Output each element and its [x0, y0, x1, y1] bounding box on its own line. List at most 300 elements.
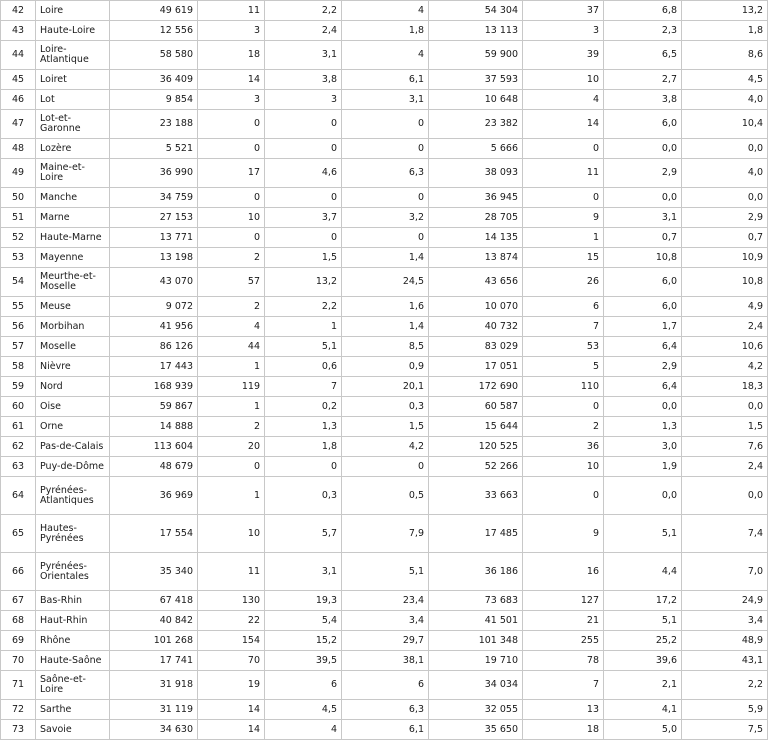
department-code: 44: [1, 41, 36, 70]
department-code: 52: [1, 228, 36, 248]
department-code: 64: [1, 477, 36, 515]
cell-col-7: 5,1: [604, 611, 682, 631]
table-row: [1, 611, 768, 631]
cell-col-8: 7,6: [682, 437, 768, 457]
department-code: 43: [1, 21, 36, 41]
cell-col-5: 37 593: [429, 70, 523, 90]
cell-col-2: 130: [198, 591, 265, 611]
department-code: 55: [1, 297, 36, 317]
cell-col-2: 20: [198, 437, 265, 457]
table-row: [1, 297, 768, 317]
department-name: Lot-et- Garonne: [36, 110, 110, 139]
cell-col-3: 0: [265, 139, 342, 159]
cell-col-8: 2,9: [682, 208, 768, 228]
department-name: Loiret: [36, 70, 110, 90]
cell-col-3: 2,4: [265, 21, 342, 41]
department-name: Marne: [36, 208, 110, 228]
cell-col-1: 36 409: [110, 70, 198, 90]
cell-col-3: 5,1: [265, 337, 342, 357]
department-name: Pyrénées- Orientales: [36, 553, 110, 591]
department-name: Haute-Saône: [36, 651, 110, 671]
cell-col-4: 3,4: [342, 611, 429, 631]
cell-col-8: 10,9: [682, 248, 768, 268]
cell-col-2: 2: [198, 248, 265, 268]
cell-col-3: 3: [265, 90, 342, 110]
cell-col-8: 24,9: [682, 591, 768, 611]
cell-col-2: 4: [198, 317, 265, 337]
cell-col-4: 0: [342, 188, 429, 208]
cell-col-1: 17 443: [110, 357, 198, 377]
department-name: Moselle: [36, 337, 110, 357]
cell-col-8: 0,0: [682, 477, 768, 515]
cell-col-8: 4,5: [682, 70, 768, 90]
cell-col-8: 1,8: [682, 21, 768, 41]
cell-col-8: 7,5: [682, 720, 768, 740]
cell-col-4: 4: [342, 41, 429, 70]
cell-col-1: 31 918: [110, 671, 198, 700]
cell-col-7: 3,8: [604, 90, 682, 110]
table-row: [1, 377, 768, 397]
cell-col-2: 0: [198, 188, 265, 208]
table-row: [1, 397, 768, 417]
cell-col-7: 3,1: [604, 208, 682, 228]
cell-col-3: 0,3: [265, 477, 342, 515]
cell-col-3: 1,3: [265, 417, 342, 437]
cell-col-7: 1,7: [604, 317, 682, 337]
department-name: Nièvre: [36, 357, 110, 377]
table-row: [1, 268, 768, 297]
cell-col-5: 14 135: [429, 228, 523, 248]
cell-col-1: 14 888: [110, 417, 198, 437]
cell-col-2: 119: [198, 377, 265, 397]
cell-col-5: 101 348: [429, 631, 523, 651]
department-name: Bas-Rhin: [36, 591, 110, 611]
table-row: [1, 457, 768, 477]
table-body: [1, 1, 768, 740]
department-name: Morbihan: [36, 317, 110, 337]
department-code: 50: [1, 188, 36, 208]
cell-col-2: 44: [198, 337, 265, 357]
cell-col-3: 0,6: [265, 357, 342, 377]
cell-col-3: 4: [265, 720, 342, 740]
cell-col-8: 0,0: [682, 188, 768, 208]
cell-col-6: 21: [523, 611, 604, 631]
cell-col-8: 10,8: [682, 268, 768, 297]
cell-col-1: 36 969: [110, 477, 198, 515]
cell-col-4: 6,1: [342, 70, 429, 90]
department-code: 48: [1, 139, 36, 159]
cell-col-8: 7,4: [682, 515, 768, 553]
cell-col-1: 34 630: [110, 720, 198, 740]
table-row: [1, 515, 768, 553]
cell-col-6: 26: [523, 268, 604, 297]
department-code: 73: [1, 720, 36, 740]
cell-col-5: 73 683: [429, 591, 523, 611]
cell-col-1: 43 070: [110, 268, 198, 297]
cell-col-2: 0: [198, 228, 265, 248]
cell-col-1: 35 340: [110, 553, 198, 591]
cell-col-2: 11: [198, 553, 265, 591]
table-row: [1, 41, 768, 70]
cell-col-5: 172 690: [429, 377, 523, 397]
cell-col-1: 17 554: [110, 515, 198, 553]
cell-col-3: 1: [265, 317, 342, 337]
cell-col-5: 52 266: [429, 457, 523, 477]
cell-col-1: 86 126: [110, 337, 198, 357]
cell-col-7: 0,0: [604, 397, 682, 417]
cell-col-4: 0,5: [342, 477, 429, 515]
cell-col-8: 8,6: [682, 41, 768, 70]
department-code: 51: [1, 208, 36, 228]
cell-col-1: 23 188: [110, 110, 198, 139]
cell-col-6: 16: [523, 553, 604, 591]
department-name: Puy-de-Dôme: [36, 457, 110, 477]
cell-col-1: 67 418: [110, 591, 198, 611]
cell-col-4: 38,1: [342, 651, 429, 671]
cell-col-1: 41 956: [110, 317, 198, 337]
cell-col-2: 154: [198, 631, 265, 651]
cell-col-4: 8,5: [342, 337, 429, 357]
cell-col-1: 58 580: [110, 41, 198, 70]
cell-col-1: 13 771: [110, 228, 198, 248]
cell-col-6: 53: [523, 337, 604, 357]
cell-col-8: 7,0: [682, 553, 768, 591]
cell-col-5: 40 732: [429, 317, 523, 337]
cell-col-5: 120 525: [429, 437, 523, 457]
cell-col-1: 12 556: [110, 21, 198, 41]
cell-col-3: 0: [265, 110, 342, 139]
cell-col-3: 3,1: [265, 41, 342, 70]
table-row: [1, 208, 768, 228]
table-row: [1, 110, 768, 139]
table-row: [1, 357, 768, 377]
table-row: [1, 248, 768, 268]
cell-col-6: 3: [523, 21, 604, 41]
cell-col-4: 0: [342, 110, 429, 139]
department-code: 72: [1, 700, 36, 720]
table-row: [1, 651, 768, 671]
cell-col-6: 7: [523, 671, 604, 700]
cell-col-4: 29,7: [342, 631, 429, 651]
cell-col-6: 0: [523, 397, 604, 417]
cell-col-7: 0,7: [604, 228, 682, 248]
table-row: [1, 417, 768, 437]
department-code: 46: [1, 90, 36, 110]
cell-col-4: 0: [342, 139, 429, 159]
cell-col-3: 6: [265, 671, 342, 700]
cell-col-3: 3,1: [265, 553, 342, 591]
cell-col-1: 34 759: [110, 188, 198, 208]
cell-col-7: 1,9: [604, 457, 682, 477]
cell-col-7: 2,9: [604, 159, 682, 188]
cell-col-2: 11: [198, 1, 265, 21]
cell-col-3: 0: [265, 228, 342, 248]
cell-col-6: 10: [523, 457, 604, 477]
department-code: 45: [1, 70, 36, 90]
cell-col-8: 48,9: [682, 631, 768, 651]
cell-col-1: 17 741: [110, 651, 198, 671]
cell-col-8: 18,3: [682, 377, 768, 397]
cell-col-7: 10,8: [604, 248, 682, 268]
table-row: [1, 437, 768, 457]
cell-col-8: 4,9: [682, 297, 768, 317]
cell-col-2: 14: [198, 700, 265, 720]
cell-col-2: 1: [198, 397, 265, 417]
cell-col-4: 6: [342, 671, 429, 700]
cell-col-3: 0: [265, 188, 342, 208]
table-row: [1, 477, 768, 515]
cell-col-4: 24,5: [342, 268, 429, 297]
cell-col-6: 0: [523, 139, 604, 159]
cell-col-2: 2: [198, 417, 265, 437]
cell-col-6: 127: [523, 591, 604, 611]
cell-col-4: 23,4: [342, 591, 429, 611]
cell-col-7: 6,0: [604, 110, 682, 139]
cell-col-2: 0: [198, 457, 265, 477]
cell-col-7: 2,1: [604, 671, 682, 700]
cell-col-6: 14: [523, 110, 604, 139]
department-code: 65: [1, 515, 36, 553]
cell-col-4: 1,5: [342, 417, 429, 437]
cell-col-4: 0: [342, 228, 429, 248]
table-row: [1, 553, 768, 591]
cell-col-6: 9: [523, 515, 604, 553]
cell-col-7: 4,1: [604, 700, 682, 720]
cell-col-8: 0,0: [682, 139, 768, 159]
cell-col-4: 7,9: [342, 515, 429, 553]
cell-col-4: 4: [342, 1, 429, 21]
cell-col-4: 3,1: [342, 90, 429, 110]
department-code: 56: [1, 317, 36, 337]
cell-col-6: 13: [523, 700, 604, 720]
cell-col-6: 0: [523, 477, 604, 515]
cell-col-8: 2,4: [682, 457, 768, 477]
cell-col-5: 34 034: [429, 671, 523, 700]
table-row: [1, 90, 768, 110]
department-name: Sarthe: [36, 700, 110, 720]
cell-col-7: 6,0: [604, 297, 682, 317]
cell-col-1: 36 990: [110, 159, 198, 188]
cell-col-1: 49 619: [110, 1, 198, 21]
cell-col-3: 5,4: [265, 611, 342, 631]
cell-col-7: 4,4: [604, 553, 682, 591]
cell-col-5: 23 382: [429, 110, 523, 139]
cell-col-5: 13 874: [429, 248, 523, 268]
department-name: Lozère: [36, 139, 110, 159]
cell-col-1: 27 153: [110, 208, 198, 228]
department-code: 66: [1, 553, 36, 591]
cell-col-4: 1,6: [342, 297, 429, 317]
cell-col-4: 6,3: [342, 159, 429, 188]
cell-col-1: 113 604: [110, 437, 198, 457]
cell-col-5: 83 029: [429, 337, 523, 357]
cell-col-8: 1,5: [682, 417, 768, 437]
table-row: [1, 70, 768, 90]
cell-col-4: 1,4: [342, 317, 429, 337]
cell-col-8: 10,4: [682, 110, 768, 139]
department-code: 49: [1, 159, 36, 188]
department-code: 42: [1, 1, 36, 21]
cell-col-2: 10: [198, 208, 265, 228]
cell-col-5: 33 663: [429, 477, 523, 515]
cell-col-5: 60 587: [429, 397, 523, 417]
cell-col-1: 9 072: [110, 297, 198, 317]
department-name: Nord: [36, 377, 110, 397]
cell-col-1: 13 198: [110, 248, 198, 268]
cell-col-7: 6,4: [604, 337, 682, 357]
cell-col-7: 5,1: [604, 515, 682, 553]
cell-col-1: 168 939: [110, 377, 198, 397]
cell-col-6: 39: [523, 41, 604, 70]
cell-col-4: 1,4: [342, 248, 429, 268]
cell-col-2: 57: [198, 268, 265, 297]
cell-col-1: 5 521: [110, 139, 198, 159]
cell-col-2: 14: [198, 70, 265, 90]
department-name: Lot: [36, 90, 110, 110]
table-row: [1, 21, 768, 41]
cell-col-8: 5,9: [682, 700, 768, 720]
table-row: [1, 671, 768, 700]
cell-col-4: 1,8: [342, 21, 429, 41]
cell-col-1: 9 854: [110, 90, 198, 110]
cell-col-7: 3,0: [604, 437, 682, 457]
cell-col-3: 2,2: [265, 1, 342, 21]
cell-col-3: 0: [265, 457, 342, 477]
cell-col-6: 6: [523, 297, 604, 317]
cell-col-5: 28 705: [429, 208, 523, 228]
cell-col-6: 9: [523, 208, 604, 228]
cell-col-5: 35 650: [429, 720, 523, 740]
table-row: [1, 631, 768, 651]
cell-col-4: 4,2: [342, 437, 429, 457]
table-row: [1, 700, 768, 720]
cell-col-7: 2,3: [604, 21, 682, 41]
department-name: Mayenne: [36, 248, 110, 268]
department-name: Loire: [36, 1, 110, 21]
cell-col-2: 0: [198, 110, 265, 139]
cell-col-1: 59 867: [110, 397, 198, 417]
cell-col-2: 3: [198, 21, 265, 41]
cell-col-5: 17 051: [429, 357, 523, 377]
cell-col-2: 18: [198, 41, 265, 70]
cell-col-8: 10,6: [682, 337, 768, 357]
table-row: [1, 720, 768, 740]
cell-col-5: 10 648: [429, 90, 523, 110]
department-code: 63: [1, 457, 36, 477]
cell-col-1: 48 679: [110, 457, 198, 477]
department-name: Oise: [36, 397, 110, 417]
cell-col-6: 7: [523, 317, 604, 337]
table-row: [1, 228, 768, 248]
department-code: 53: [1, 248, 36, 268]
cell-col-5: 41 501: [429, 611, 523, 631]
department-name: Meuse: [36, 297, 110, 317]
cell-col-5: 36 945: [429, 188, 523, 208]
department-code: 70: [1, 651, 36, 671]
cell-col-7: 17,2: [604, 591, 682, 611]
cell-col-7: 5,0: [604, 720, 682, 740]
department-name: Haut-Rhin: [36, 611, 110, 631]
cell-col-7: 25,2: [604, 631, 682, 651]
cell-col-8: 4,2: [682, 357, 768, 377]
cell-col-1: 101 268: [110, 631, 198, 651]
cell-col-7: 6,8: [604, 1, 682, 21]
cell-col-3: 3,8: [265, 70, 342, 90]
cell-col-8: 0,0: [682, 397, 768, 417]
cell-col-6: 78: [523, 651, 604, 671]
cell-col-3: 1,5: [265, 248, 342, 268]
cell-col-4: 0,9: [342, 357, 429, 377]
cell-col-3: 13,2: [265, 268, 342, 297]
cell-col-2: 2: [198, 297, 265, 317]
cell-col-3: 5,7: [265, 515, 342, 553]
department-name: Manche: [36, 188, 110, 208]
cell-col-7: 1,3: [604, 417, 682, 437]
cell-col-4: 20,1: [342, 377, 429, 397]
table-row: [1, 337, 768, 357]
department-code: 69: [1, 631, 36, 651]
department-name: Meurthe-et- Moselle: [36, 268, 110, 297]
department-name: Savoie: [36, 720, 110, 740]
cell-col-3: 0,2: [265, 397, 342, 417]
cell-col-2: 19: [198, 671, 265, 700]
cell-col-4: 3,2: [342, 208, 429, 228]
cell-col-6: 15: [523, 248, 604, 268]
cell-col-2: 1: [198, 477, 265, 515]
cell-col-5: 32 055: [429, 700, 523, 720]
cell-col-6: 10: [523, 70, 604, 90]
cell-col-5: 13 113: [429, 21, 523, 41]
department-code: 62: [1, 437, 36, 457]
cell-col-8: 3,4: [682, 611, 768, 631]
cell-col-8: 0,7: [682, 228, 768, 248]
department-code: 57: [1, 337, 36, 357]
cell-col-6: 2: [523, 417, 604, 437]
table-row: [1, 159, 768, 188]
cell-col-6: 1: [523, 228, 604, 248]
department-name: Hautes- Pyrénées: [36, 515, 110, 553]
department-name: Haute-Loire: [36, 21, 110, 41]
cell-col-4: 6,3: [342, 700, 429, 720]
cell-col-5: 36 186: [429, 553, 523, 591]
cell-col-7: 6,5: [604, 41, 682, 70]
cell-col-5: 10 070: [429, 297, 523, 317]
department-code: 71: [1, 671, 36, 700]
department-code: 54: [1, 268, 36, 297]
cell-col-6: 37: [523, 1, 604, 21]
cell-col-6: 4: [523, 90, 604, 110]
cell-col-3: 4,6: [265, 159, 342, 188]
cell-col-8: 4,0: [682, 90, 768, 110]
cell-col-4: 5,1: [342, 553, 429, 591]
department-code: 67: [1, 591, 36, 611]
cell-col-6: 110: [523, 377, 604, 397]
table-row: [1, 317, 768, 337]
table-row: [1, 188, 768, 208]
cell-col-5: 19 710: [429, 651, 523, 671]
department-code: 47: [1, 110, 36, 139]
cell-col-3: 7: [265, 377, 342, 397]
cell-col-7: 2,7: [604, 70, 682, 90]
cell-col-8: 2,2: [682, 671, 768, 700]
cell-col-2: 70: [198, 651, 265, 671]
department-name: Loire- Atlantique: [36, 41, 110, 70]
cell-col-6: 36: [523, 437, 604, 457]
cell-col-3: 15,2: [265, 631, 342, 651]
cell-col-3: 4,5: [265, 700, 342, 720]
cell-col-5: 15 644: [429, 417, 523, 437]
department-code: 58: [1, 357, 36, 377]
